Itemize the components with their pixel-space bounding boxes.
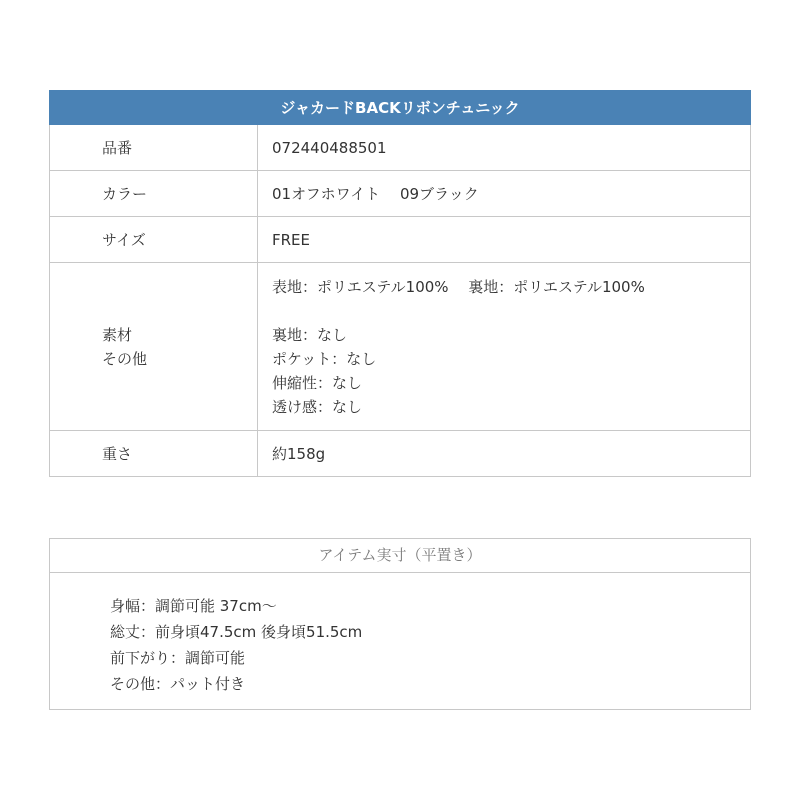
spec-row-size xyxy=(50,217,751,263)
sizing-line: 前下がり：調節可能 xyxy=(110,649,246,667)
spec-label: 品番 xyxy=(50,125,258,171)
product-title: ジャカードBACKリボンチュニック xyxy=(50,91,751,125)
sizing-title: アイテム実寸（平置き） xyxy=(50,539,750,573)
spec-label: サイズ xyxy=(50,217,258,263)
sizing-line: 身幅：調節可能 37cm〜 xyxy=(110,597,277,615)
spec-value: 約158g xyxy=(258,431,751,477)
spec-label-line: 素材 xyxy=(102,325,133,344)
spec-label: 重さ xyxy=(50,431,258,477)
spec-label-material xyxy=(50,263,258,431)
spec-row-weight xyxy=(50,431,751,477)
material-detail: 透け感：なし xyxy=(272,397,363,416)
sizing-body xyxy=(50,573,750,697)
spec-row-item-number xyxy=(50,125,751,171)
product-spec-table xyxy=(49,90,751,477)
sizing-box xyxy=(49,538,751,710)
spec-value-material xyxy=(258,263,751,431)
material-detail: ポケット：なし xyxy=(272,349,377,368)
material-detail: 伸縮性：なし xyxy=(272,373,363,392)
spec-row-color xyxy=(50,171,751,217)
sizing-line: 総丈：前身頃47.5cm 後身頃51.5cm xyxy=(110,623,363,641)
spec-value: 072440488501 xyxy=(258,125,751,171)
spec-label-line: その他 xyxy=(102,349,148,368)
spec-label: カラー xyxy=(50,171,258,217)
spec-row-material xyxy=(50,263,751,431)
spec-value: FREE xyxy=(258,217,751,263)
spec-value: 01オフホワイト 09ブラック xyxy=(258,171,751,217)
material-detail: 裏地：なし xyxy=(272,325,348,344)
sizing-line: その他：パット付き xyxy=(110,675,246,693)
material-main: 表地：ポリエステル100% 裏地：ポリエステル100% xyxy=(272,277,645,296)
